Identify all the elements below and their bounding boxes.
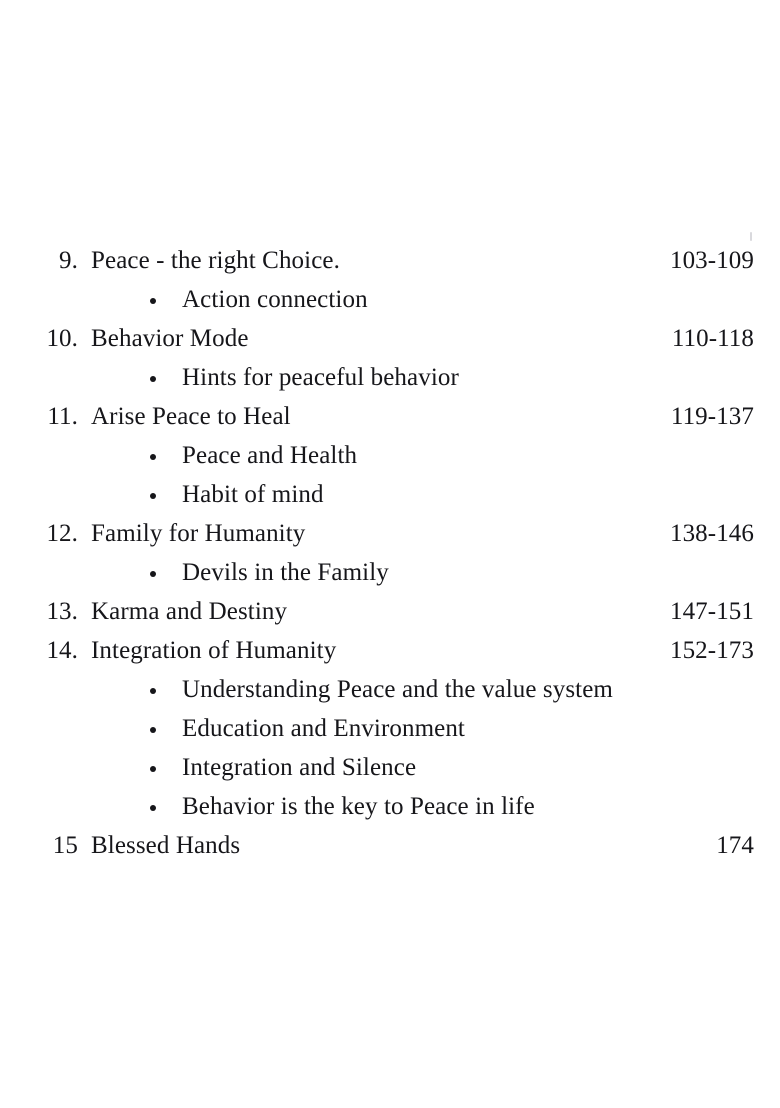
subitem-title: Understanding Peace and the value system bbox=[182, 676, 613, 703]
toc-subitem-row[interactable] bbox=[0, 790, 780, 829]
chapter-title: Behavior Mode bbox=[91, 325, 249, 352]
toc-entry-list bbox=[0, 244, 780, 868]
subitem-title: Peace and Health bbox=[182, 442, 358, 469]
chapter-number: 14. bbox=[46, 637, 78, 664]
chapter-title: Blessed Hands bbox=[91, 832, 241, 859]
chapter-number: 12. bbox=[46, 520, 78, 547]
chapter-number: 11. bbox=[47, 403, 78, 430]
toc-chapter-row[interactable] bbox=[0, 595, 780, 634]
chapter-title: Arise Peace to Heal bbox=[91, 403, 291, 430]
toc-subitem-row[interactable] bbox=[0, 556, 780, 595]
subitem-title: Action connection bbox=[182, 286, 368, 313]
chapter-title: Peace - the right Choice. bbox=[91, 247, 340, 274]
bullet-icon bbox=[150, 478, 160, 499]
chapter-title: Family for Humanity bbox=[91, 520, 306, 547]
bullet-icon bbox=[150, 361, 160, 382]
chapter-page-range: 110-118 bbox=[671, 325, 754, 352]
bullet-icon bbox=[150, 790, 160, 811]
subitem-title: Behavior is the key to Peace in life bbox=[182, 793, 535, 820]
subitem-title: Education and Environment bbox=[182, 715, 465, 742]
toc-subitem-row[interactable] bbox=[0, 673, 780, 712]
chapter-page-range: 119-137 bbox=[670, 403, 754, 430]
chapter-number: 15 bbox=[52, 832, 78, 859]
toc-subitem-row[interactable] bbox=[0, 361, 780, 400]
chapter-number: 13. bbox=[46, 598, 78, 625]
chapter-page-range: 174 bbox=[716, 832, 754, 859]
subitem-title: Hints for peaceful behavior bbox=[182, 364, 459, 391]
subitem-title: Habit of mind bbox=[182, 481, 324, 508]
scan-artifact-speck bbox=[750, 232, 752, 241]
toc-chapter-row[interactable] bbox=[0, 244, 780, 283]
toc-subitem-row[interactable] bbox=[0, 478, 780, 517]
subitem-title: Integration and Silence bbox=[182, 754, 417, 781]
chapter-page-range: 147-151 bbox=[669, 598, 754, 625]
bullet-icon bbox=[150, 439, 160, 460]
toc-subitem-row[interactable] bbox=[0, 439, 780, 478]
toc-subitem-row[interactable] bbox=[0, 751, 780, 790]
toc-subitem-row[interactable] bbox=[0, 283, 780, 322]
bullet-icon bbox=[150, 283, 160, 304]
toc-chapter-row[interactable] bbox=[0, 829, 780, 868]
toc-subitem-row[interactable] bbox=[0, 712, 780, 751]
chapter-page-range: 103-109 bbox=[669, 247, 754, 274]
bullet-icon bbox=[150, 712, 160, 733]
toc-chapter-row[interactable] bbox=[0, 517, 780, 556]
bullet-icon bbox=[150, 673, 160, 694]
toc-chapter-row[interactable] bbox=[0, 322, 780, 361]
bullet-icon bbox=[150, 751, 160, 772]
bullet-icon bbox=[150, 556, 160, 577]
chapter-title: Karma and Destiny bbox=[91, 598, 288, 625]
chapter-page-range: 138-146 bbox=[669, 520, 754, 547]
subitem-title: Devils in the Family bbox=[182, 559, 389, 586]
chapter-page-range: 152-173 bbox=[669, 637, 754, 664]
chapter-number: 9. bbox=[59, 247, 78, 274]
toc-chapter-row[interactable] bbox=[0, 634, 780, 673]
toc-chapter-row[interactable] bbox=[0, 400, 780, 439]
chapter-number: 10. bbox=[46, 325, 78, 352]
chapter-title: Integration of Humanity bbox=[91, 637, 337, 664]
